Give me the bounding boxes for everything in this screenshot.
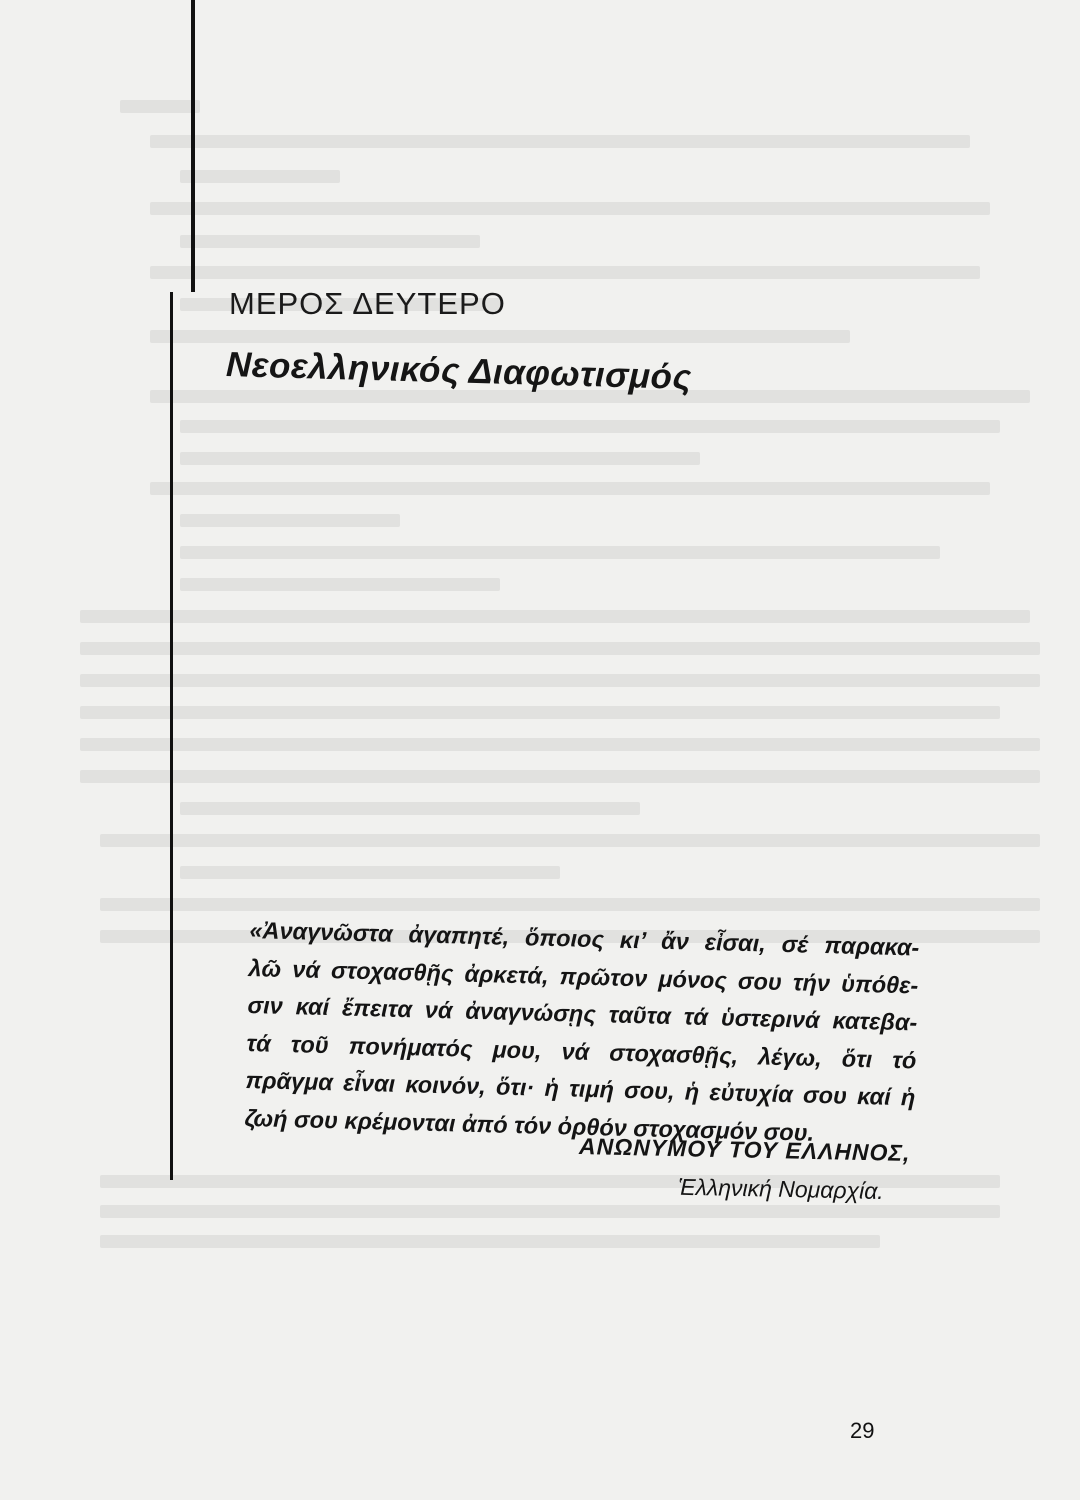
epigraph-line: «Ἀναγνῶστα ἀγαπητέ, ὅποιος κι’ ἄν εἶσαι, σέ παρακα-	[249, 916, 920, 961]
part-title: Νεοελληνικός Διαφωτισμός	[225, 345, 693, 397]
epigraph-line: σιν καί ἔπειτα νά ἀναγνώσῃς ταῦτα τά ὑστερινά κατεβα-	[247, 992, 918, 1036]
epigraph-source: Ἑλληνική Νομαρχία.	[678, 1173, 885, 1204]
epigraph-author: ΑΝΩΝΥΜΟΥ ΤΟΥ ΕΛΛΗΝΟΣ,	[578, 1133, 911, 1166]
epigraph-line: λῶ νά στοχασθῇς ἀρκετά, πρῶτον μόνος σου τήν ὑπόθε-	[248, 954, 919, 999]
epigraph-line: πρᾶγμα εἶναι κοινόν, ὅτι· ἡ τιμή σου, ἡ εὐτυχία σου καί ἡ	[245, 1067, 916, 1111]
vertical-rule-bottom	[170, 292, 173, 1180]
epigraph-line: ζωή σου κρέμονται ἀπό τόν ὀρθόν στοχασμόν σου.	[244, 1104, 815, 1146]
epigraph-line: τά τοῦ πονήματός μου, νά στοχασθῇς, λέγω, ὅτι τό	[246, 1029, 917, 1074]
page-number: 29	[850, 1418, 875, 1443]
part-label: ΜΕΡΟΣ ΔΕΥΤΕΡΟ	[229, 286, 506, 321]
epigraph-quote	[244, 912, 920, 1155]
vertical-rule-top	[191, 0, 195, 292]
